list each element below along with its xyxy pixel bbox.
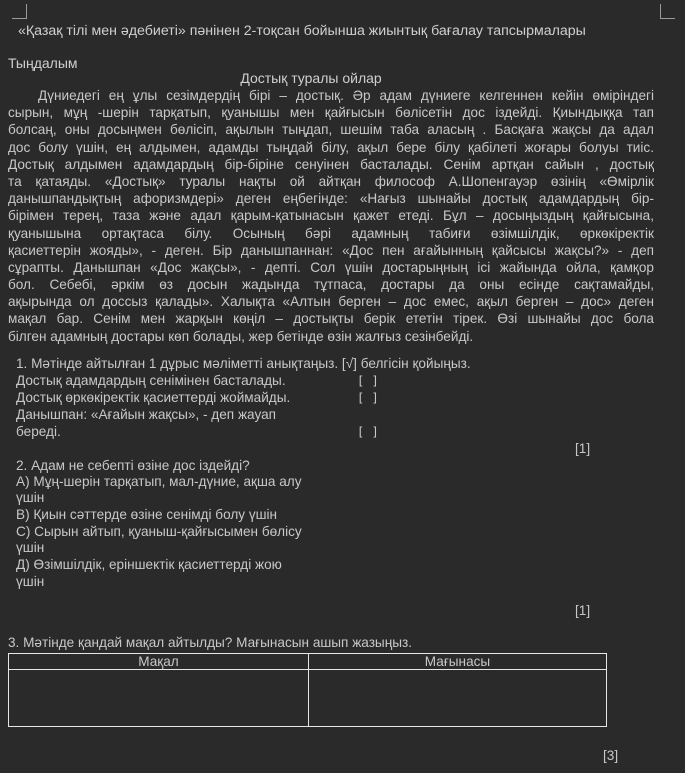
- passage-line: болсаң, оны досыңмен бөлісіп, ақылын тыңдап, шешім таба аласың . Басқаға жақсы да адал: [8, 122, 654, 138]
- question-1-statement-2: Достық өркөкіректік қасиеттерді жоймайды.: [16, 390, 291, 405]
- question-1-prompt: 1. Мәтінде айтылған 1 дұрыс мәліметті анықтаңыз. [√] белгісін қойыңыз.: [16, 356, 471, 371]
- proverb-answer-cell[interactable]: [9, 670, 309, 727]
- passage-line: бірімен терең, таза және адал қарым-қатынасын қажет етеді. Бұл – досыңыздың қайғысына,: [8, 208, 654, 224]
- question-2-option-c-cont: үшін: [16, 540, 45, 555]
- question-1-statement-3-line-1: Данышпан: «Ағайын жақсы», - деп жауап: [16, 407, 277, 422]
- question-2-prompt: 2. Адам не себепті өзіне дос іздейді?: [16, 458, 250, 473]
- checkbox-statement-3[interactable]: [ ]: [357, 425, 379, 439]
- passage-line: дос болу үшін, ең алдымен, адамды тыңдай білу, ақыл бере білу қабілеті жоғары болуы тиіс.: [8, 139, 654, 155]
- question-2-option-a: А) Мұң-шерін тарқатып, мал-дүние, ақша алу: [16, 474, 302, 489]
- passage-line: та қатаяды. «Достық» туралы нақты ой айтқан философ А.Шопенгауэр өзінің «Өмірлік: [8, 173, 654, 189]
- answer-table: [8, 653, 607, 727]
- question-2-option-d-cont: үшін: [16, 574, 45, 589]
- crop-mark-top-right: [660, 4, 675, 19]
- passage-line: бол. Себебі, әркім өз досын жадында тұтпаса, достары да оны есінде сақтамайды,: [8, 277, 654, 293]
- question-1-mark: [1]: [575, 441, 591, 456]
- section-title: Тыңдалым: [8, 55, 78, 71]
- question-1-statement-3-line-2: береді.: [16, 424, 61, 439]
- table-header-meaning: Мағынасы: [309, 654, 607, 670]
- checkbox-statement-2[interactable]: [ ]: [357, 391, 379, 405]
- question-3-mark: [3]: [603, 748, 619, 763]
- passage-line: данышпандықтың афоризмдері» деген еңбегінде: «Нағыз шынайы достық адамдардың бір-: [8, 191, 654, 207]
- passage-line: ақырында ол доссыз қалады». Халықта «Алтын берген – дос емес, ақыл берген – дос» деген: [8, 294, 654, 310]
- table-header-proverb: Мақал: [9, 654, 309, 670]
- crop-mark-top-left: [12, 4, 27, 19]
- passage-line: сұрапты. Данышпан «Дос жақсы», - депті. Сол үшін достарыңның ісі жайында ойла, қамқор: [8, 259, 654, 275]
- passage-line: Дүниедегі ең ұлы сезімдердің бірі – достық. Әр адам дүниеге келгеннен кейін өміріндегі: [38, 88, 654, 103]
- passage-line: қасиеттерін жояды», - деген. Бір данышпаннан: «Дос пен ағайынның қайсысы жақсы?» - деп: [8, 242, 654, 258]
- checkbox-statement-1[interactable]: [ ]: [357, 374, 379, 388]
- question-2-option-c: С) Сырын айтып, қуаныш-қайғысымен бөлісу: [16, 524, 302, 539]
- question-2-mark: [1]: [575, 603, 591, 618]
- passage-line: Достық алдымен адамдардың бір-біріне сенуінен басталады. Сенім артқан сайын , достық: [8, 156, 654, 172]
- question-2-option-d: Д) Өзімшілдік, еріншектік қасиеттерді жою: [16, 557, 282, 572]
- passage-title: Достық туралы ойлар: [240, 70, 382, 86]
- passage-line: қуанышына ортақтаса білу. Осының бәрі адамның табиғи өзімшілдік, өркөкіректік: [8, 225, 654, 241]
- passage-line: мақал бар. Сенім мен жарқын көңіл – достықты берік ететін тірек. Өзі шынайы дос бола: [8, 311, 654, 327]
- question-2-option-b: В) Қиын сәттерде өзіне сенімді болу үшін: [16, 507, 278, 522]
- question-1-statement-1: Достық адамдардың сенімінен басталады.: [16, 373, 286, 388]
- question-2-option-a-cont: үшін: [16, 490, 45, 505]
- meaning-answer-cell[interactable]: [309, 670, 607, 727]
- passage-line: сырын, мұң -шерін тарқатып, қуанышы мен қайғысын бөлісетін дос іздейді. Қиындыққа тап: [8, 105, 654, 121]
- passage-text: [8, 87, 654, 345]
- passage-line: білген адамның достары көп болады, жер бетінде өзін жалғыз сезінбейді.: [8, 328, 474, 344]
- document-header: «Қазақ тілі мен әдебиеті» пәнінен 2-тоқсан бойынша жиынтық бағалау тапсырмалары: [18, 23, 586, 39]
- question-3-prompt: 3. Мәтінде қандай мақал айтылды? Мағынасын ашып жазыңыз.: [8, 635, 412, 650]
